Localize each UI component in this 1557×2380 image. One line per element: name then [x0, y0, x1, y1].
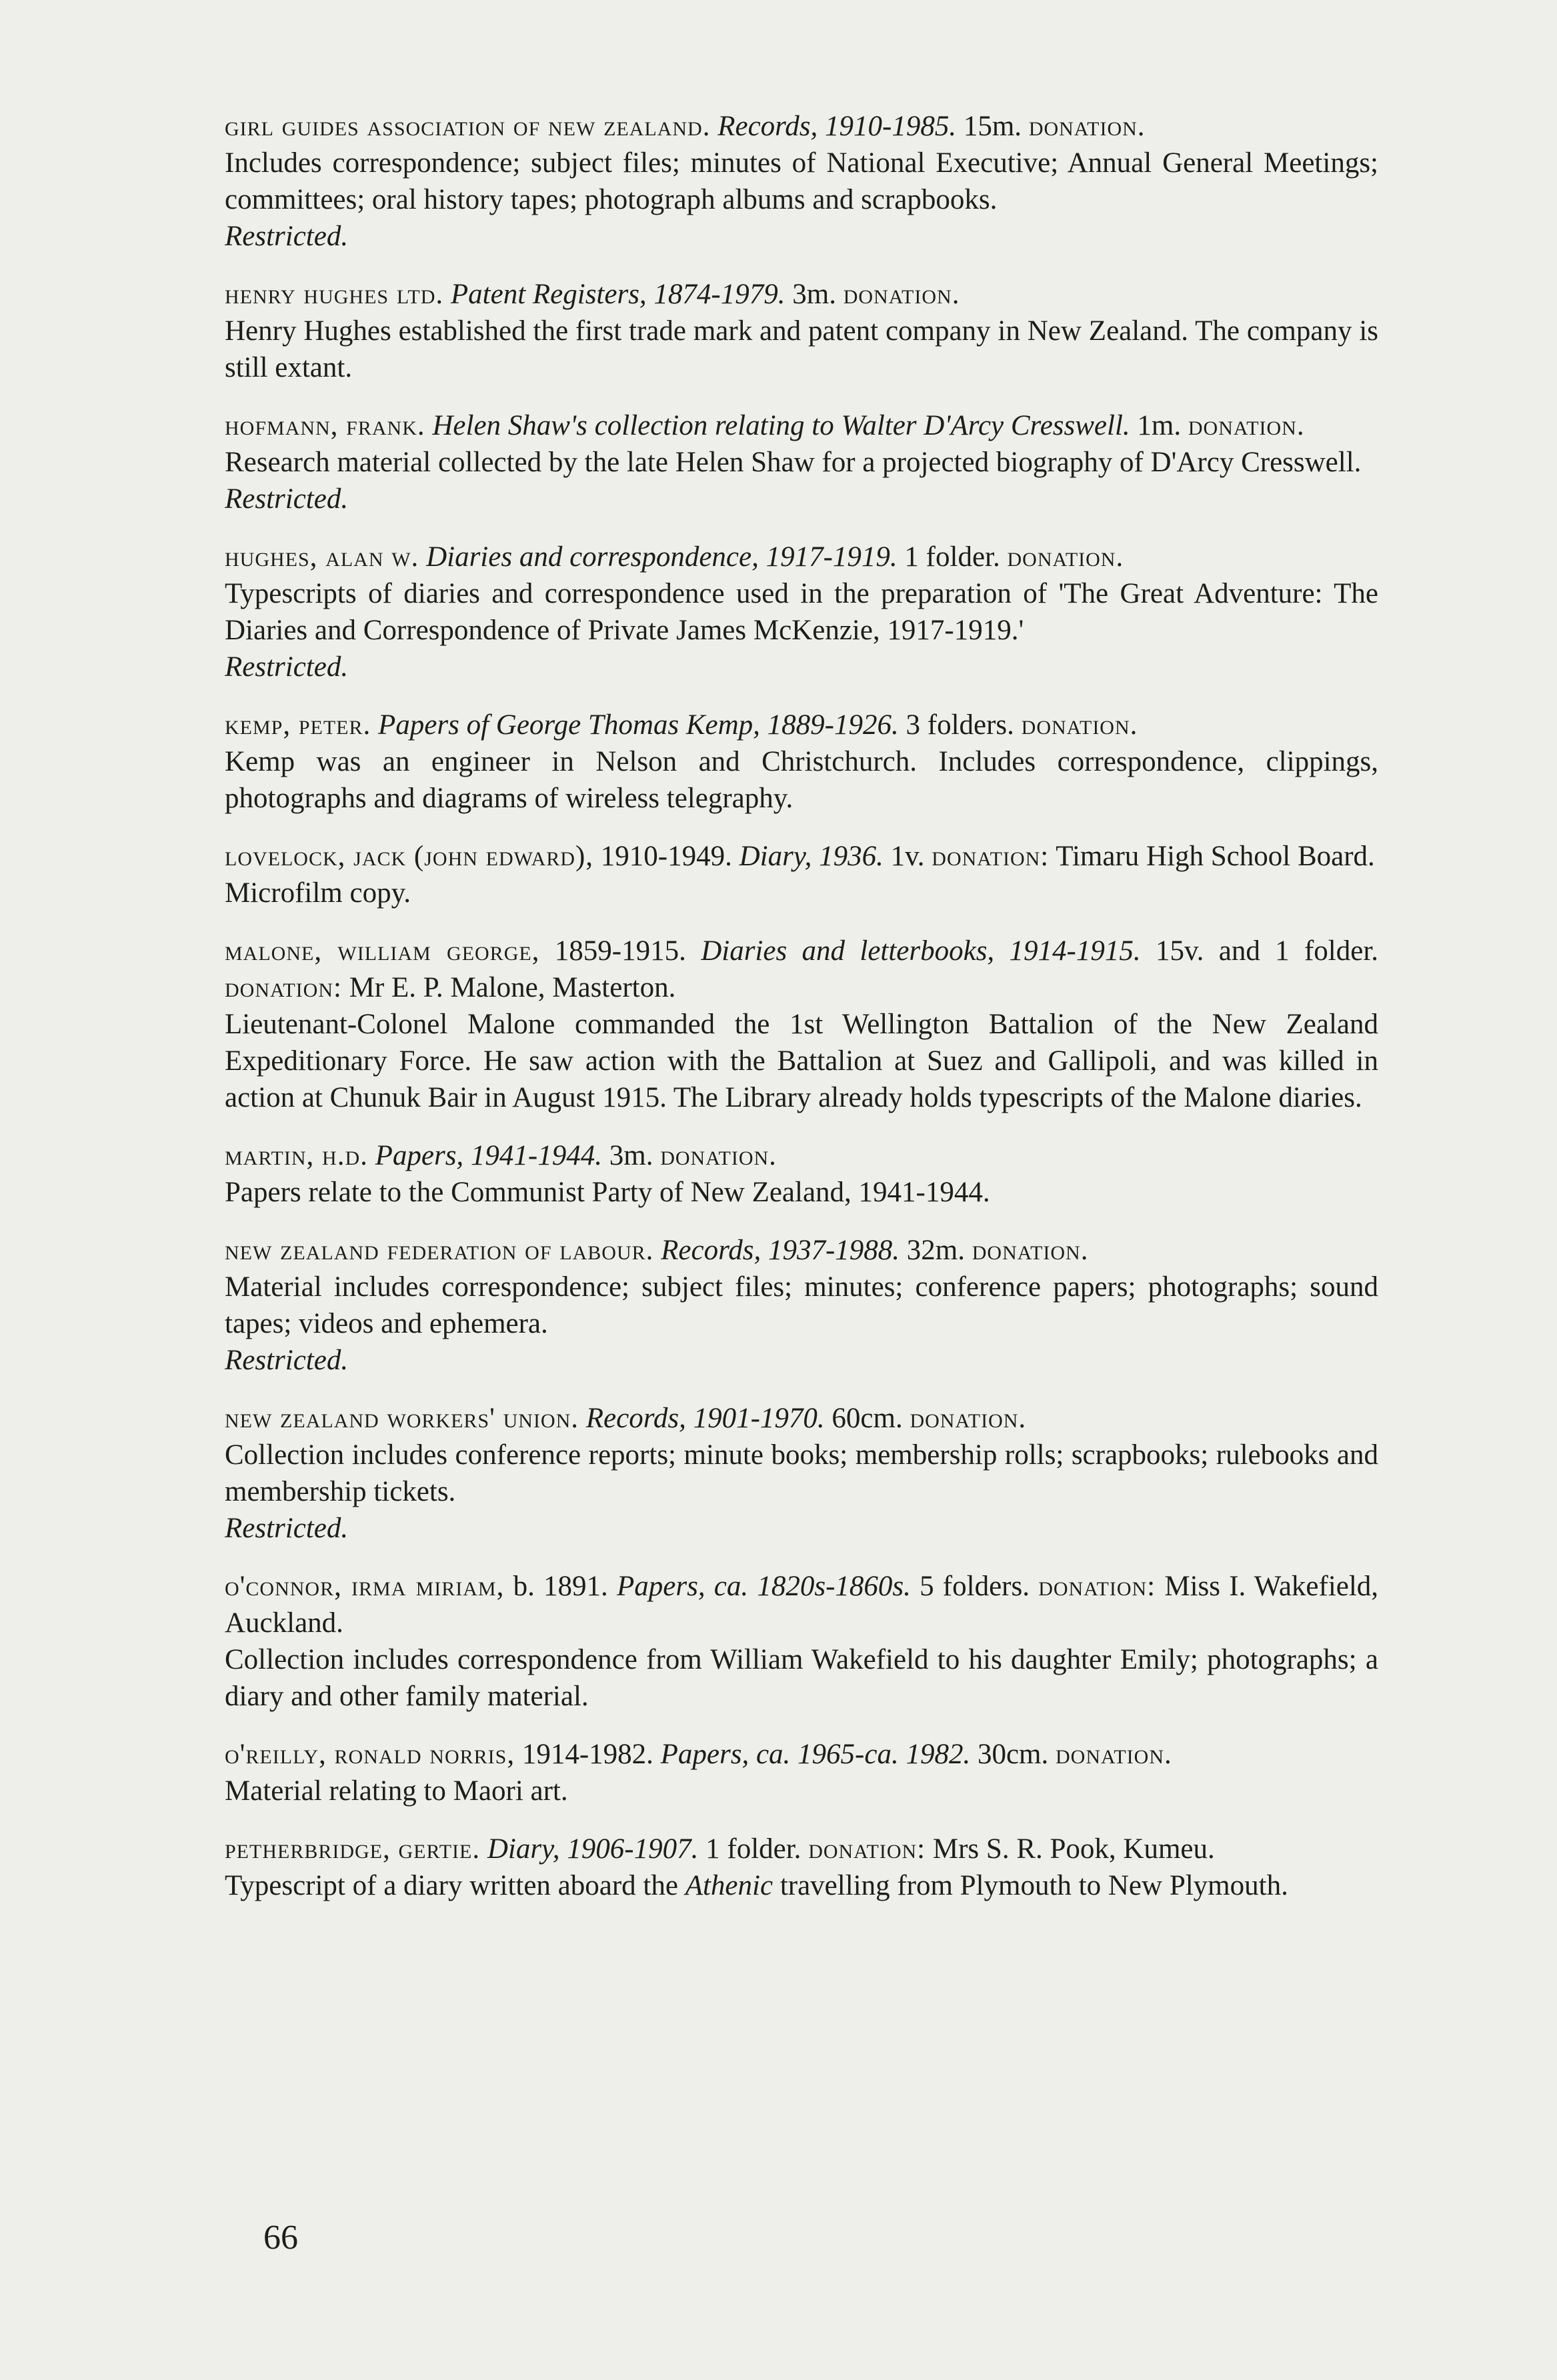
entry-name: girl guides association of new zealand. [225, 111, 711, 142]
list-item [225, 1137, 1378, 1211]
entry-source: donation. [843, 279, 960, 310]
entry-heading [225, 1400, 1378, 1437]
list-item [225, 108, 1378, 255]
list-item [225, 407, 1378, 517]
entry-source: donation: [225, 972, 342, 1003]
entry-heading [225, 707, 1378, 743]
entry-extent: 5 folders. [920, 1571, 1030, 1602]
list-item [225, 838, 1378, 911]
entry-description: Microfilm copy. [225, 877, 411, 909]
entry-extent: 3 folders. [906, 709, 1014, 741]
ship-name: Athenic [685, 1870, 773, 1901]
list-item [225, 276, 1378, 386]
entry-name: martin, h.d. [225, 1140, 368, 1171]
entry-dates: 1910-1949. [600, 841, 732, 872]
entry-name: kemp, peter. [225, 709, 371, 741]
entry-donor: Mr E. P. Malone, Masterton. [349, 972, 676, 1003]
entry-source: donation. [1188, 410, 1305, 441]
entry-description: Includes correspondence; subject files; minutes of National Executive; Annual General Meetings; committees; oral history tapes; photograph albums and scrapbooks. [225, 147, 1378, 215]
list-item [225, 539, 1378, 685]
entry-donor: Mrs S. R. Pook, Kumeu. [932, 1833, 1215, 1865]
restricted-note: Restricted. [225, 483, 349, 515]
entry-source: donation: [932, 841, 1050, 872]
entry-donor: Timaru High School Board. [1056, 841, 1375, 872]
restricted-note: Restricted. [225, 651, 349, 683]
list-item [225, 1831, 1378, 1904]
entry-extent: 1 folder. [705, 1833, 802, 1865]
entry-extent: 15v. and 1 folder. [1155, 935, 1379, 967]
entry-name: petherbridge, gertie. [225, 1833, 481, 1865]
entry-extent: 1 folder. [904, 541, 1000, 573]
entry-heading [225, 1831, 1378, 1867]
entry-heading [225, 838, 1378, 875]
entry-description [225, 1867, 1378, 1904]
entry-heading [225, 1736, 1378, 1773]
list-item [225, 1568, 1378, 1715]
entry-title: Papers, 1941-1944. [375, 1140, 602, 1171]
entry-description: Lieutenant-Colonel Malone commanded the 1st Wellington Battalion of the New Zealand Expeditionary Force. He saw action with the Battalion at Suez and Gallipoli, and was killed in action at Chunuk Bair in August 1915. The Library already holds typescripts of the Malone diaries. [225, 1009, 1378, 1113]
entry-name: malone, william george, [225, 935, 540, 967]
entry-title: Patent Registers, 1874-1979. [450, 279, 786, 310]
entry-description: Research material collected by the late Helen Shaw for a projected biography of D'Arcy Cresswell. [225, 447, 1362, 478]
entry-source: donation. [1021, 709, 1138, 741]
entry-heading [225, 1568, 1378, 1641]
entry-source: donation. [660, 1140, 777, 1171]
accession-list [225, 108, 1378, 1925]
entry-source: donation. [1056, 1739, 1172, 1770]
entry-extent: 3m. [609, 1140, 653, 1171]
entry-description: Collection includes conference reports; minute books; membership rolls; scrapbooks; rulebooks and membership tickets. [225, 1439, 1378, 1507]
list-item [225, 1400, 1378, 1547]
entry-heading [225, 407, 1378, 444]
entry-title: Diary, 1906-1907. [487, 1833, 699, 1865]
entry-name: hofmann, frank. [225, 410, 425, 441]
entry-description: Kemp was an engineer in Nelson and Christchurch. Includes correspondence, clippings, photographs and diagrams of wireless telegraphy. [225, 746, 1378, 814]
entry-description: Material relating to Maori art. [225, 1775, 568, 1807]
entry-source: donation: [808, 1833, 926, 1865]
entry-name: hughes, alan w. [225, 541, 419, 573]
entry-description: Material includes correspondence; subject files; minutes; conference papers; photographs; sound tapes; videos and ephemera. [225, 1271, 1378, 1339]
entry-source: donation. [972, 1235, 1089, 1266]
entry-description: Henry Hughes established the first trade mark and patent company in New Zealand. The company is still extant. [225, 315, 1378, 383]
entry-source: donation. [910, 1403, 1027, 1434]
list-item [225, 1232, 1378, 1379]
entry-description: Collection includes correspondence from William Wakefield to his daughter Emily; photographs; a diary and other family material. [225, 1644, 1378, 1712]
entry-title: Helen Shaw's collection relating to Walter D'Arcy Cresswell. [432, 410, 1130, 441]
entry-dates: 1859-1915. [554, 935, 686, 967]
description-text: Typescript of a diary written aboard the [225, 1870, 678, 1901]
entry-title: Records, 1937-1988. [661, 1235, 900, 1266]
entry-extent: 30cm. [977, 1739, 1049, 1770]
entry-name: henry hughes ltd. [225, 279, 444, 310]
entry-source: donation. [1007, 541, 1124, 573]
entry-heading [225, 108, 1378, 145]
list-item [225, 1736, 1378, 1809]
entry-title: Diaries and correspondence, 1917-1919. [426, 541, 898, 573]
entry-dates: b. 1891. [513, 1571, 608, 1602]
entry-heading [225, 933, 1378, 1006]
restricted-note: Restricted. [225, 1513, 349, 1544]
restricted-note: Restricted. [225, 1345, 349, 1376]
entry-source: donation: [1038, 1571, 1156, 1602]
entry-title: Records, 1901-1970. [585, 1403, 825, 1434]
entry-name: lovelock, jack (john edward), [225, 841, 594, 872]
entry-heading [225, 276, 1378, 313]
entry-title: Diary, 1936. [739, 841, 884, 872]
entry-heading [225, 539, 1378, 575]
list-item [225, 707, 1378, 817]
entry-title: Records, 1910-1985. [717, 111, 957, 142]
page-number: 66 [263, 2219, 298, 2257]
entry-description: Papers relate to the Communist Party of New Zealand, 1941-1944. [225, 1177, 990, 1208]
entry-extent: 1v. [890, 841, 925, 872]
entry-extent: 15m. [963, 111, 1022, 142]
entry-name: new zealand workers' union. [225, 1403, 579, 1434]
entry-title: Diaries and letterbooks, 1914-1915. [701, 935, 1141, 967]
entry-name: o'connor, irma miriam, [225, 1571, 505, 1602]
list-item [225, 933, 1378, 1116]
entry-extent: 32m. [906, 1235, 965, 1266]
entry-name: o'reilly, ronald norris, [225, 1739, 515, 1770]
description-text: travelling from Plymouth to New Plymouth. [780, 1870, 1288, 1901]
entry-donor: Miss I. Wakefield, Auckland. [225, 1571, 1379, 1639]
entry-extent: 3m. [792, 279, 836, 310]
entry-description: Typescripts of diaries and correspondence used in the preparation of 'The Great Adventure: The Diaries and Correspondence of Private James McKenzie, 1917-1919.' [225, 578, 1378, 646]
entry-heading [225, 1232, 1378, 1269]
entry-title: Papers, ca. 1820s-1860s. [617, 1571, 911, 1602]
entry-dates: 1914-1982. [521, 1739, 653, 1770]
entry-title: Papers, ca. 1965-ca. 1982. [660, 1739, 971, 1770]
entry-source: donation. [1028, 111, 1146, 142]
entry-extent: 1m. [1137, 410, 1182, 441]
entry-extent: 60cm. [832, 1403, 903, 1434]
restricted-note: Restricted. [225, 221, 349, 252]
entry-title: Papers of George Thomas Kemp, 1889-1926. [378, 709, 899, 741]
entry-heading [225, 1137, 1378, 1174]
entry-name: new zealand federation of labour. [225, 1235, 654, 1266]
